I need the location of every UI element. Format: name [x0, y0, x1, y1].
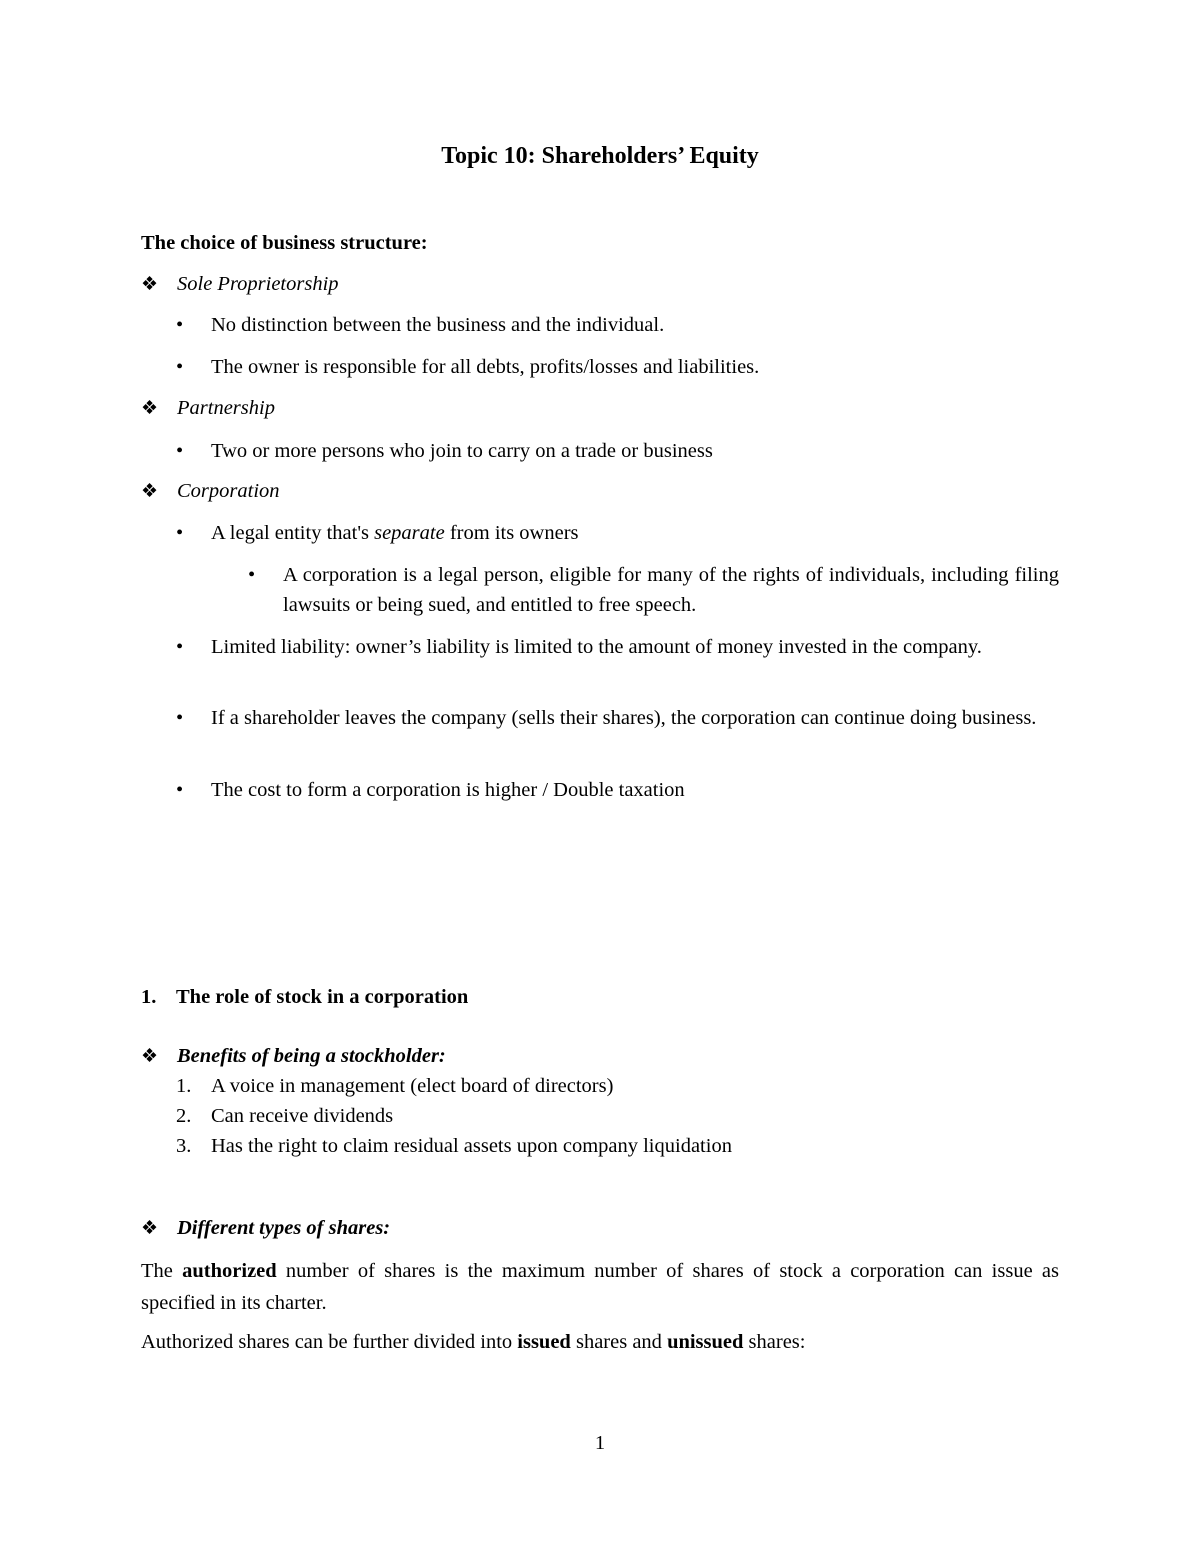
issued-paragraph-post: shares: [743, 1331, 806, 1353]
corporation-bullet-4: The cost to form a corporation is higher / Double taxation [211, 779, 685, 801]
page-title: Topic 10: Shareholders’ Equity [441, 143, 759, 169]
bullet-icon: • [176, 314, 184, 336]
bullet-icon: • [176, 779, 184, 801]
bullet-icon: • [176, 440, 184, 462]
authorized-paragraph [141, 1255, 1059, 1319]
authorized-paragraph-pre: The [141, 1260, 183, 1282]
benefit-1-number: 1. [176, 1075, 192, 1097]
section-1-number: 1. [141, 986, 157, 1008]
benefit-1-text: A voice in management (elect board of directors) [211, 1075, 614, 1097]
corporation-sub-bullet: A corporation is a legal person, eligible for many of the rights of individuals, including filing lawsuits or being sued, and entitled to free speech. [283, 564, 1059, 616]
diamond-bullet-icon: ❖ [141, 274, 159, 295]
diamond-bullet-icon: ❖ [141, 1046, 159, 1067]
list-item-sole-proprietorship [141, 273, 339, 296]
issued-unissued-paragraph [141, 1331, 805, 1354]
issued-paragraph-mid: shares and [570, 1331, 668, 1353]
diamond-bullet-icon: ❖ [141, 1218, 159, 1239]
corporation-bullet-1-emphasis: separate [374, 522, 445, 544]
list-item-share-types [141, 1217, 390, 1240]
benefits-label: Benefits of being a stockholder: [177, 1045, 446, 1067]
corporation-bullet-1 [211, 522, 579, 545]
corporation-bullet-2: Limited liability: owner’s liability is limited to the amount of money invested in the company. [211, 636, 982, 658]
page-number: 1 [594, 1432, 606, 1454]
list-item-benefits [141, 1045, 446, 1068]
sole-bullet-2: The owner is responsible for all debts, profits/losses and liabilities. [211, 356, 760, 378]
partnership-bullet-1: Two or more persons who join to carry on a trade or business [211, 440, 713, 462]
issued-term: issued [517, 1331, 571, 1353]
sole-proprietorship-label: Sole Proprietorship [177, 273, 339, 295]
benefit-3-number: 3. [176, 1135, 192, 1157]
section-heading-business-structure: The choice of business structure: [141, 232, 428, 254]
benefit-3-text: Has the right to claim residual assets upon company liquidation [211, 1135, 732, 1157]
bullet-icon: • [176, 707, 184, 729]
diamond-bullet-icon: ❖ [141, 398, 159, 419]
list-item-partnership [141, 397, 275, 420]
diamond-bullet-icon: ❖ [141, 481, 159, 502]
unissued-term: unissued [667, 1331, 744, 1353]
benefit-2-text: Can receive dividends [211, 1105, 394, 1127]
authorized-paragraph-post: number of shares is the maximum number of shares of stock a corporation can issue as specified in its charter. [141, 1260, 1060, 1314]
bullet-icon: • [176, 522, 184, 544]
bullet-icon: • [176, 636, 184, 658]
corporation-bullet-1-pre: A legal entity that's [211, 522, 375, 544]
issued-paragraph-pre: Authorized shares can be further divided into [141, 1331, 518, 1353]
partnership-label: Partnership [177, 397, 275, 419]
section-1-heading: The role of stock in a corporation [176, 986, 469, 1008]
list-item-corporation [141, 480, 280, 503]
share-types-label: Different types of shares: [177, 1217, 391, 1239]
corporation-label: Corporation [177, 480, 280, 502]
authorized-term: authorized [182, 1260, 277, 1282]
corporation-bullet-1-post: from its owners [444, 522, 579, 544]
bullet-icon: • [176, 356, 184, 378]
sole-bullet-1: No distinction between the business and the individual. [211, 314, 665, 336]
bullet-icon: • [248, 564, 256, 586]
corporation-bullet-3: If a shareholder leaves the company (sells their shares), the corporation can continue doing business. [211, 707, 1037, 729]
benefit-2-number: 2. [176, 1105, 192, 1127]
